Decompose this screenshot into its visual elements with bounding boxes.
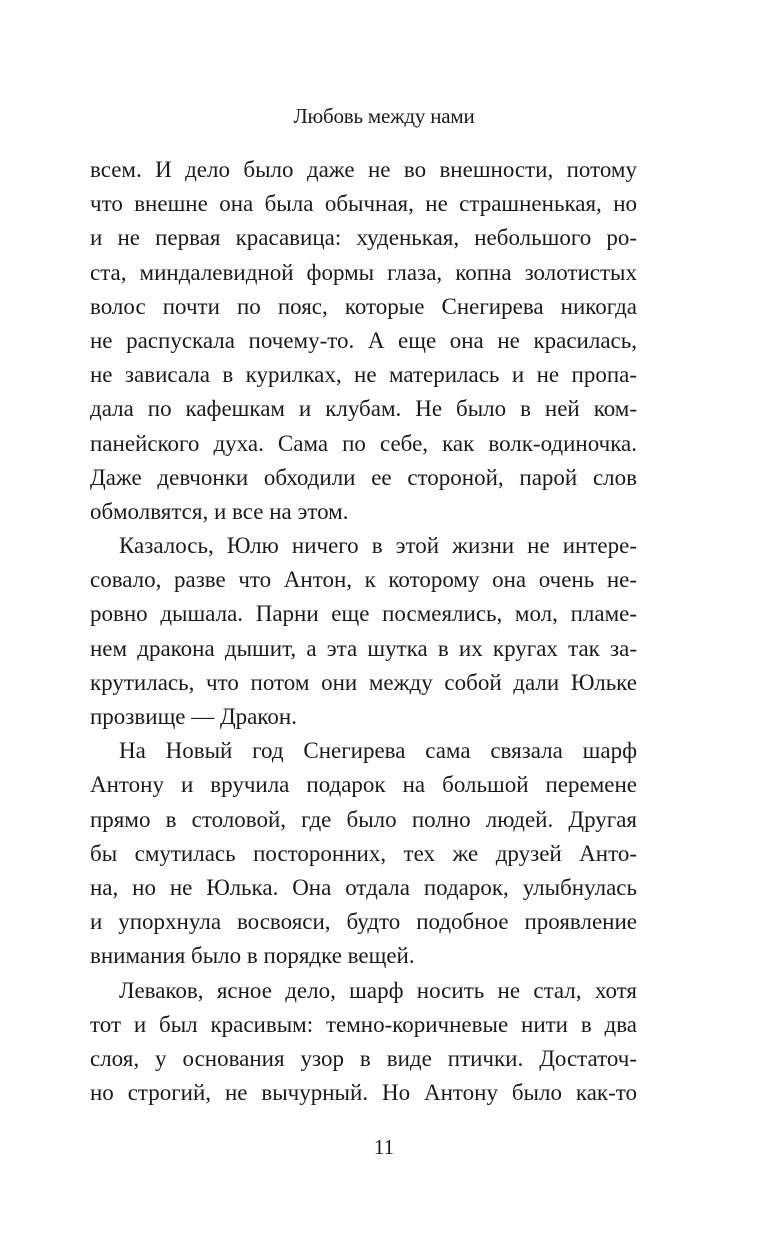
text-line: дала по кафешкам и клубам. Не было в ней ком-: [90, 396, 637, 422]
text-line: прямо в столовой, где было полно людей. Другая: [90, 806, 637, 832]
text-line: На Новый год Снегирева сама связала шарф: [119, 738, 637, 764]
text-line: и не первая красавица: худенькая, небольшого ро-: [90, 225, 637, 251]
page-number: 11: [373, 1135, 395, 1159]
text-line: нем дракона дышит, а эта шутка в их кругах так за-: [90, 635, 637, 661]
text-line: внимания было в порядке вещей.: [90, 943, 415, 969]
text-line: Антону и вручила подарок на большой перемене: [90, 772, 637, 798]
text-line: но строгий, не вычурный. Но Антону было как-то: [90, 1080, 637, 1106]
body-text: [90, 153, 637, 1110]
text-line: не зависала в курилках, не материлась и не пропа-: [90, 362, 637, 388]
text-line: прозвище — Дракон.: [90, 704, 297, 729]
text-line: ста, миндалевидной формы глаза, копна золотистых: [90, 259, 637, 285]
text-line: волос почти по пояс, которые Снегирева никогда: [90, 293, 637, 319]
text-line: Леваков, ясное дело, шарф носить не стал, хотя: [119, 977, 637, 1003]
text-line: на, но не Юлька. Она отдала подарок, улыбнулась: [90, 874, 637, 900]
text-line: совало, разве что Антон, к которому она очень не-: [90, 567, 637, 593]
text-line: бы смутилась посторонних, тех же друзей Анто-: [90, 840, 637, 866]
text-line: слоя, у основания узор в виде птички. Достаточ-: [90, 1045, 637, 1071]
text-line: не распускала почему-то. А еще она не красилась,: [90, 327, 637, 353]
running-head: Любовь между нами: [293, 104, 475, 128]
text-line: и упорхнула восвояси, будто подобное проявление: [90, 909, 637, 935]
text-line: тот и был красивым: темно-коричневые нити в два: [90, 1011, 637, 1037]
text-line: что внешне она была обычная, не страшненькая, но: [90, 191, 637, 217]
text-line: обмолвятся, и все на этом.: [90, 498, 349, 524]
text-line: всем. И дело было даже не во внешности, потому: [90, 157, 637, 182]
text-line: панейского духа. Сама по себе, как волк-одиночка.: [90, 430, 637, 456]
text-line: крутилась, что потом они между собой дали Юльке: [90, 669, 637, 695]
text-line: Казалось, Юлю ничего в этой жизни не интере-: [119, 533, 637, 559]
text-line: Даже девчонки обходили ее стороной, парой слов: [90, 464, 637, 490]
text-line: ровно дышала. Парни еще посмеялись, мол, пламе-: [90, 601, 637, 627]
